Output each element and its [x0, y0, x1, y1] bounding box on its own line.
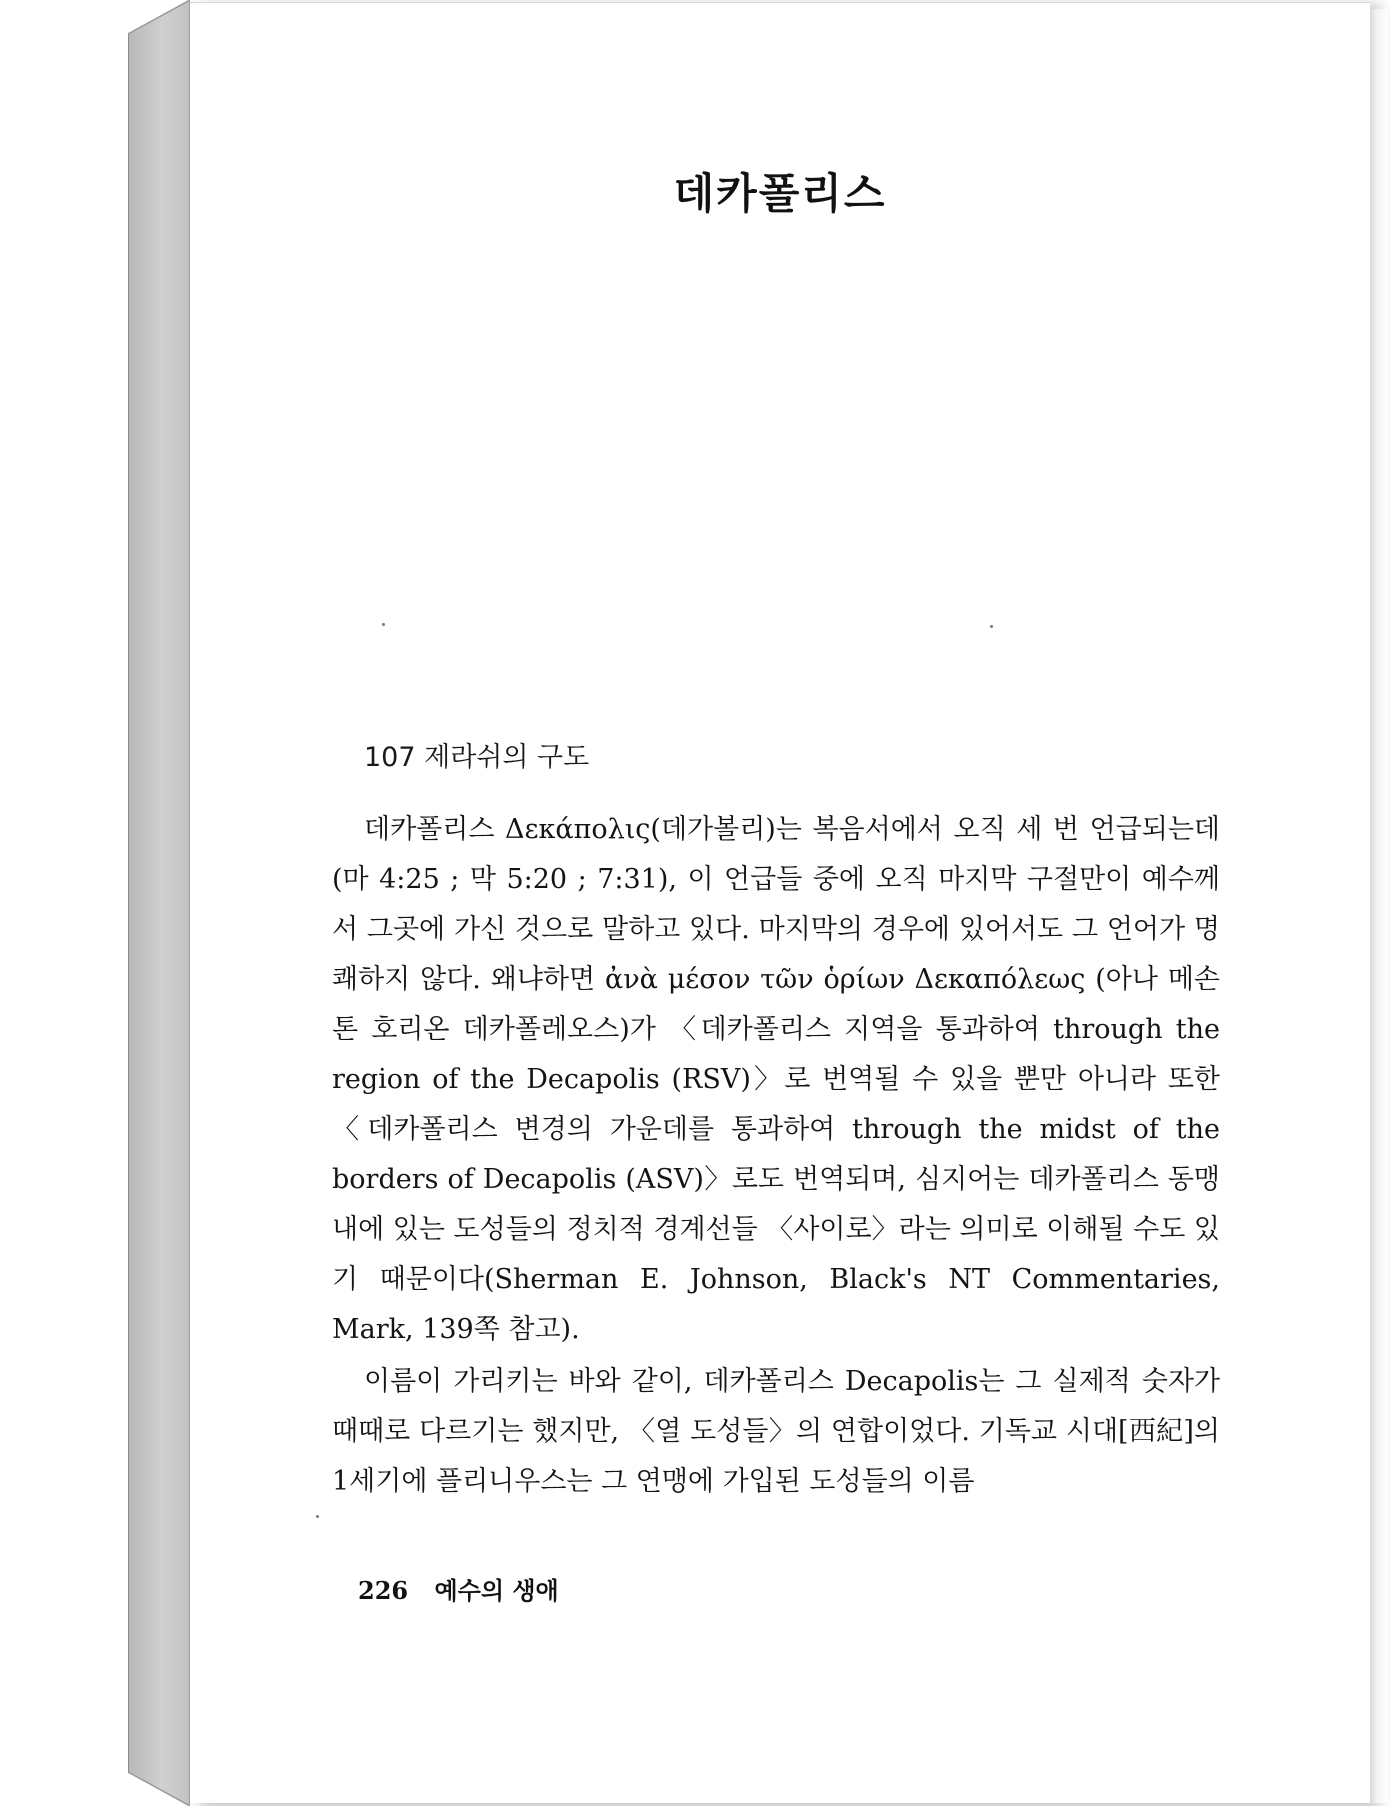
figure-caption: 107 제라쉬의 구도: [364, 742, 590, 773]
page-edge: [1370, 9, 1388, 1803]
scan-speck: [382, 623, 385, 626]
body-text: [332, 805, 1220, 1509]
paragraph: 데카폴리스 Δεκάπολις(데가볼리)는 복음서에서 오직 세 번 언급되는데(마 4:25 ; 막 5:20 ; 7:31), 이 언급들 중에 오직 마지막 구절만이 예수께서 그곳에 가신 것으로 말하고 있다. 마지막의 경우에 있어서도 그 언어가 명쾌하지 않다. 왜냐하면 ἀνὰ μέσον τῶν ὁρίων Δεκαπόλεως (아나 메손 톤 호리온 데카폴레오스)가 〈데카폴리스 지역을 통과하여 through the region of the Decapolis (RSV)〉로 번역될 수 있을 뿐만 아니라 또한 〈데카폴리스 변경의 가운데를 통과하여 through the midst of the borders of Decapolis (ASV)〉로도 번역되며, 심지어는 데카폴리스 동맹 내에 있는 도성들의 정치적 경계선들 〈사이로〉라는 의미로 이해될 수도 있기 때문이다(Sherman E. Johnson, Black's NT Commentaries, Mark, 139쪽 참고).: [332, 814, 1220, 1345]
paragraph: 이름이 가리키는 바와 같이, 데카폴리스 Decapolis는 그 실제적 숫자가 때때로 다르기는 했지만, 〈열 도성들〉의 연합이었다. 기독교 시대[西紀]의 1세기에 플리니우스는 그 연맹에 가입된 도성들의 이름: [332, 1366, 1220, 1497]
book-spine: [128, 0, 190, 1806]
chapter-title: 데카폴리스: [673, 169, 887, 218]
scan-speck: [990, 625, 993, 628]
running-title: 예수의 생애: [434, 1576, 559, 1605]
page-footer: [358, 1571, 559, 1606]
page-number: 226: [358, 1576, 409, 1605]
scan-speck: [316, 1515, 319, 1518]
book-page: [190, 2, 1370, 1803]
